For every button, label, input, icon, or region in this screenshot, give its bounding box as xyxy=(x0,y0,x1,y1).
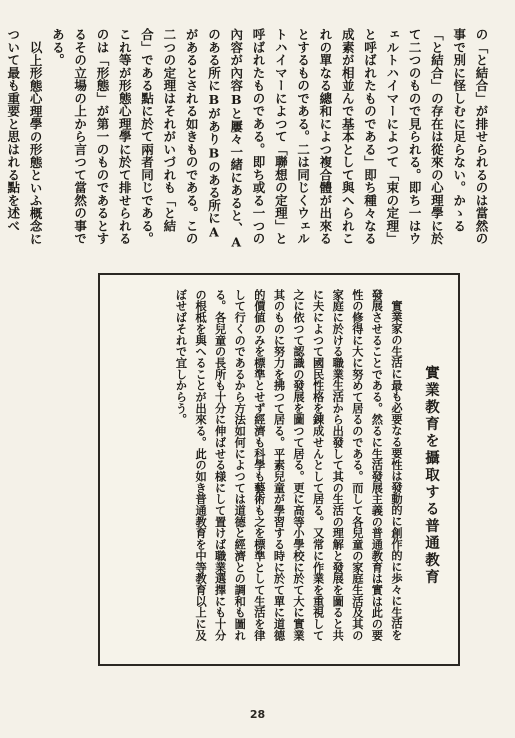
page-number: 28 xyxy=(249,708,266,721)
paragraph-2: 以上形態心理學の形態といふ概念について最も重要と思はれる點を述べ xyxy=(5,28,44,245)
sidebar-title: 實業教育を攝取する普通教育 xyxy=(423,364,439,586)
sidebar-text xyxy=(114,289,406,649)
main-text-column xyxy=(5,28,492,250)
sidebar-paragraph: 實業家の生活に最も必要なる要性は發動的に創作的に歩々に生活を發展させることである。然るに生活發展主義の普通教育は實は此の要性の修得に大に努めて居るのである。而して各兒童の家庭生活及其の家庭に於ける職業生活から出發して其の生活の理解と發展を圖ると共に夫によつて國民性格を錬成せんとして居る。又常に作業を重視して之に依つて認識の發展を圖つて居る。更に高等小學校に於て大に實業其のものに努力を拂つて居る。平素兒童が學習する時に於て單に道德的價値のみを標準とせず經濟も科學も藝術も之を標準として生活を律して行くのであるから方法如何によつては道德と經濟との調和も圖れる。各兒童の長所も十分に伸ばせる様にして置けば職業選擇にも十分の根柢を與へることが出來る。此の如き普通教育を中等教育以上に及ぼせばそれで宜しからう。 xyxy=(174,289,404,641)
paragraph-1: の「と結合」が排せられるのは當然の事で別に怪しむに足らない。かゝる「と結合」の存在は從來の心理學に於て二つのもので見られる。即ち一はウェルトハイマーによつて「束の定理」と呼ばれたものである」即ち種々なる成素が相並んで基本として與へられこれの單なる總和によつ複合體が出來るとするものである。二は同じくウェルトハイマーによつて「聯想の定理」と呼ばれたものである。即ち或る一つの內容が內容Bと屢々一緒にあると、Aのある所にBがありBのある所にAがあるとされる如きものである。この二つの定理はそれがいづれも「と結合」である點に於て兩者同じである。これ等が形態心理學に於て排せられるのは「形態」が第一のものであるとするその立場の上から言つて當然の事である。 xyxy=(50,28,489,250)
framed-sidebar xyxy=(98,273,460,666)
